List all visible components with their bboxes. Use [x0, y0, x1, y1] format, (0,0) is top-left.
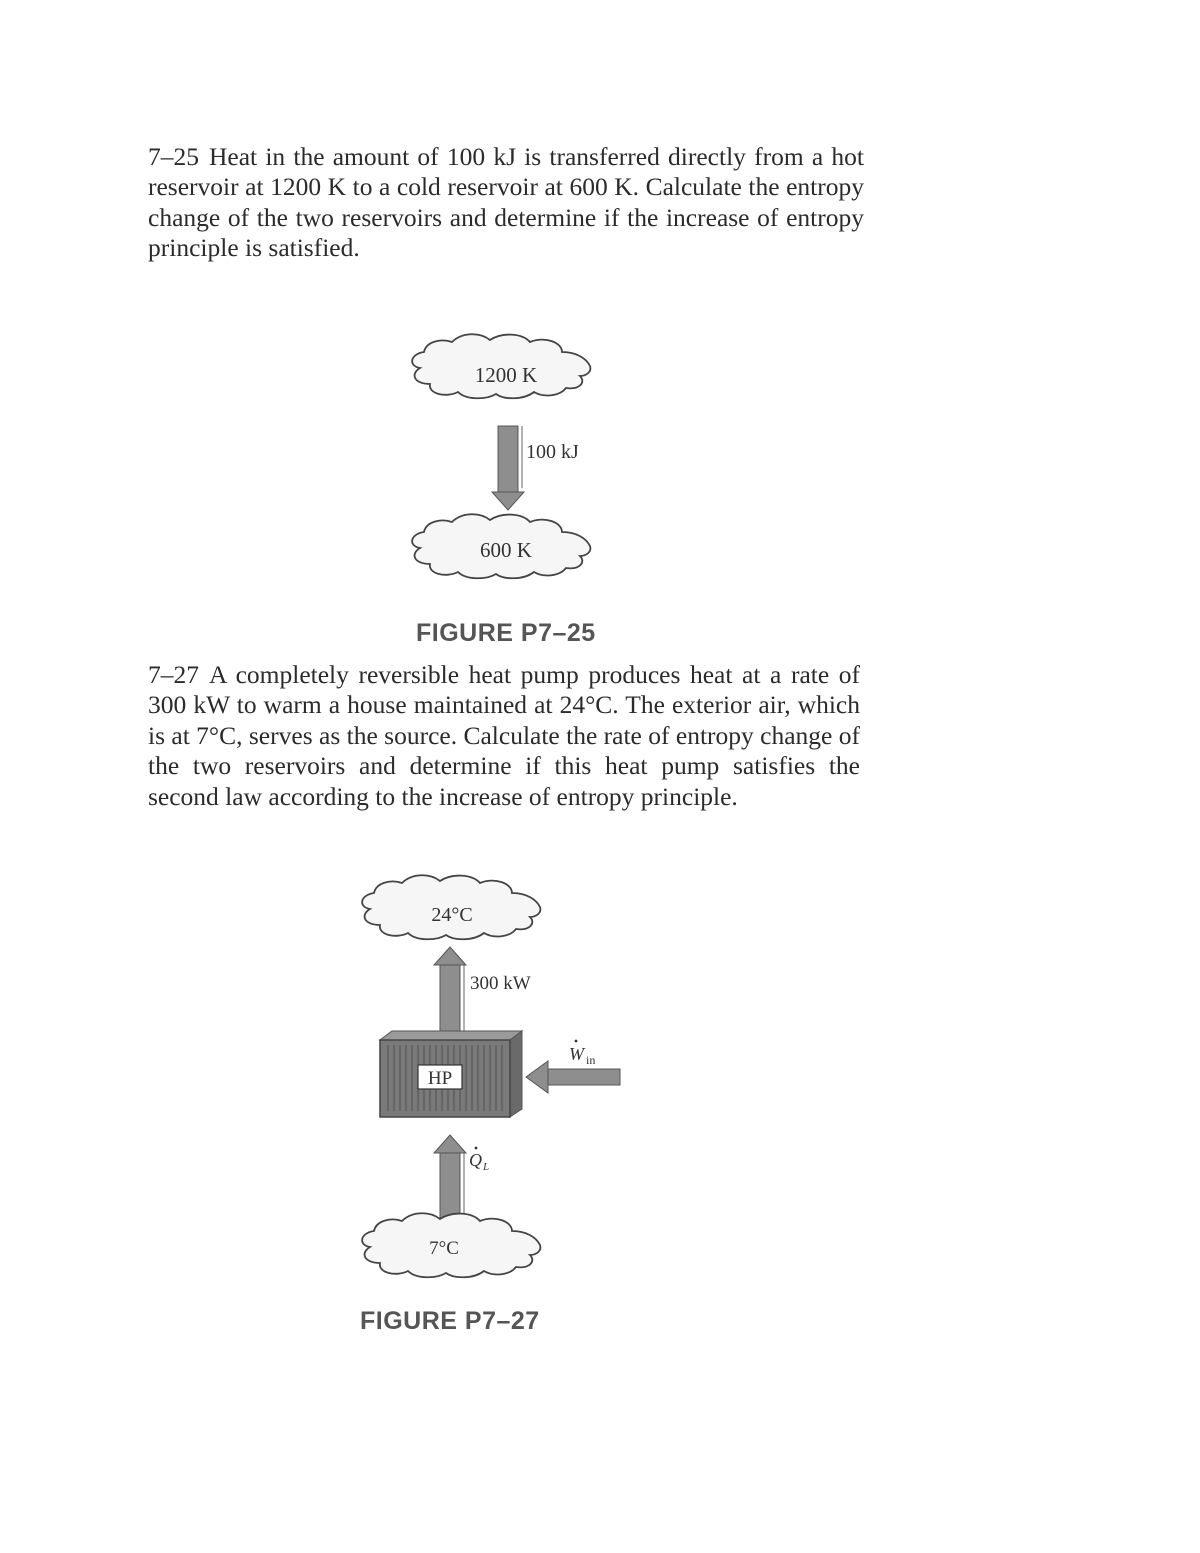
figure-p7-25-diagram: [400, 320, 620, 590]
figure-caption-p7-27: FIGURE P7–27: [360, 1307, 540, 1335]
problem-text: A completely reversible heat pump produces heat at a rate of 300 kW to warm a house maintained at 24°C. The exterior air, which is at 7°C, serves as the source. Calculate the rate of entropy change of the two reservoirs and determine if this heat pump satisfies the second law according to the increase of entropy principle.: [148, 660, 860, 811]
heat-output-label: 300 kW: [470, 973, 531, 994]
heat-input-label: [469, 1147, 489, 1173]
hot-reservoir-label: 1200 K: [474, 363, 538, 387]
svg-text:W: W: [569, 1044, 584, 1064]
cold-reservoir-label: 600 K: [480, 538, 532, 562]
house-temperature-label: 24°C: [431, 904, 473, 926]
problem-number: 7–25: [148, 142, 199, 171]
svg-text:L: L: [483, 1161, 490, 1173]
heat-pump-label: HP: [427, 1068, 453, 1089]
work-input-arrow: [526, 1061, 620, 1093]
svg-text:Q: Q: [469, 1150, 482, 1170]
hot-reservoir-cloud: [412, 334, 590, 398]
heat-amount-label: 100 kJ: [526, 441, 579, 463]
svg-text:in: in: [586, 1053, 596, 1067]
outside-air-cloud: [362, 1213, 540, 1277]
figure-caption-p7-25: FIGURE P7–25: [416, 619, 596, 647]
figure-p7-27-diagram: [350, 865, 640, 1285]
outside-temperature-label: 7°C: [429, 1238, 459, 1259]
problem-number: 7–27: [148, 660, 199, 689]
heat-pump-unit: [380, 1031, 522, 1117]
house-reservoir-cloud: [362, 875, 540, 939]
work-input-label: [569, 1040, 595, 1067]
problem-7-25: [148, 142, 864, 264]
problem-7-27: [148, 660, 860, 812]
heat-output-arrow: [434, 947, 466, 1033]
cold-reservoir-cloud: [412, 514, 590, 578]
problem-text: Heat in the amount of 100 kJ is transferred directly from a hot reservoir at 1200 K to a cold reservoir at 600 K. Calculate the entropy change of the two reservoirs and determine if the increase of entropy principle is satisfied.: [148, 142, 864, 263]
heat-flow-arrow: [492, 426, 524, 510]
